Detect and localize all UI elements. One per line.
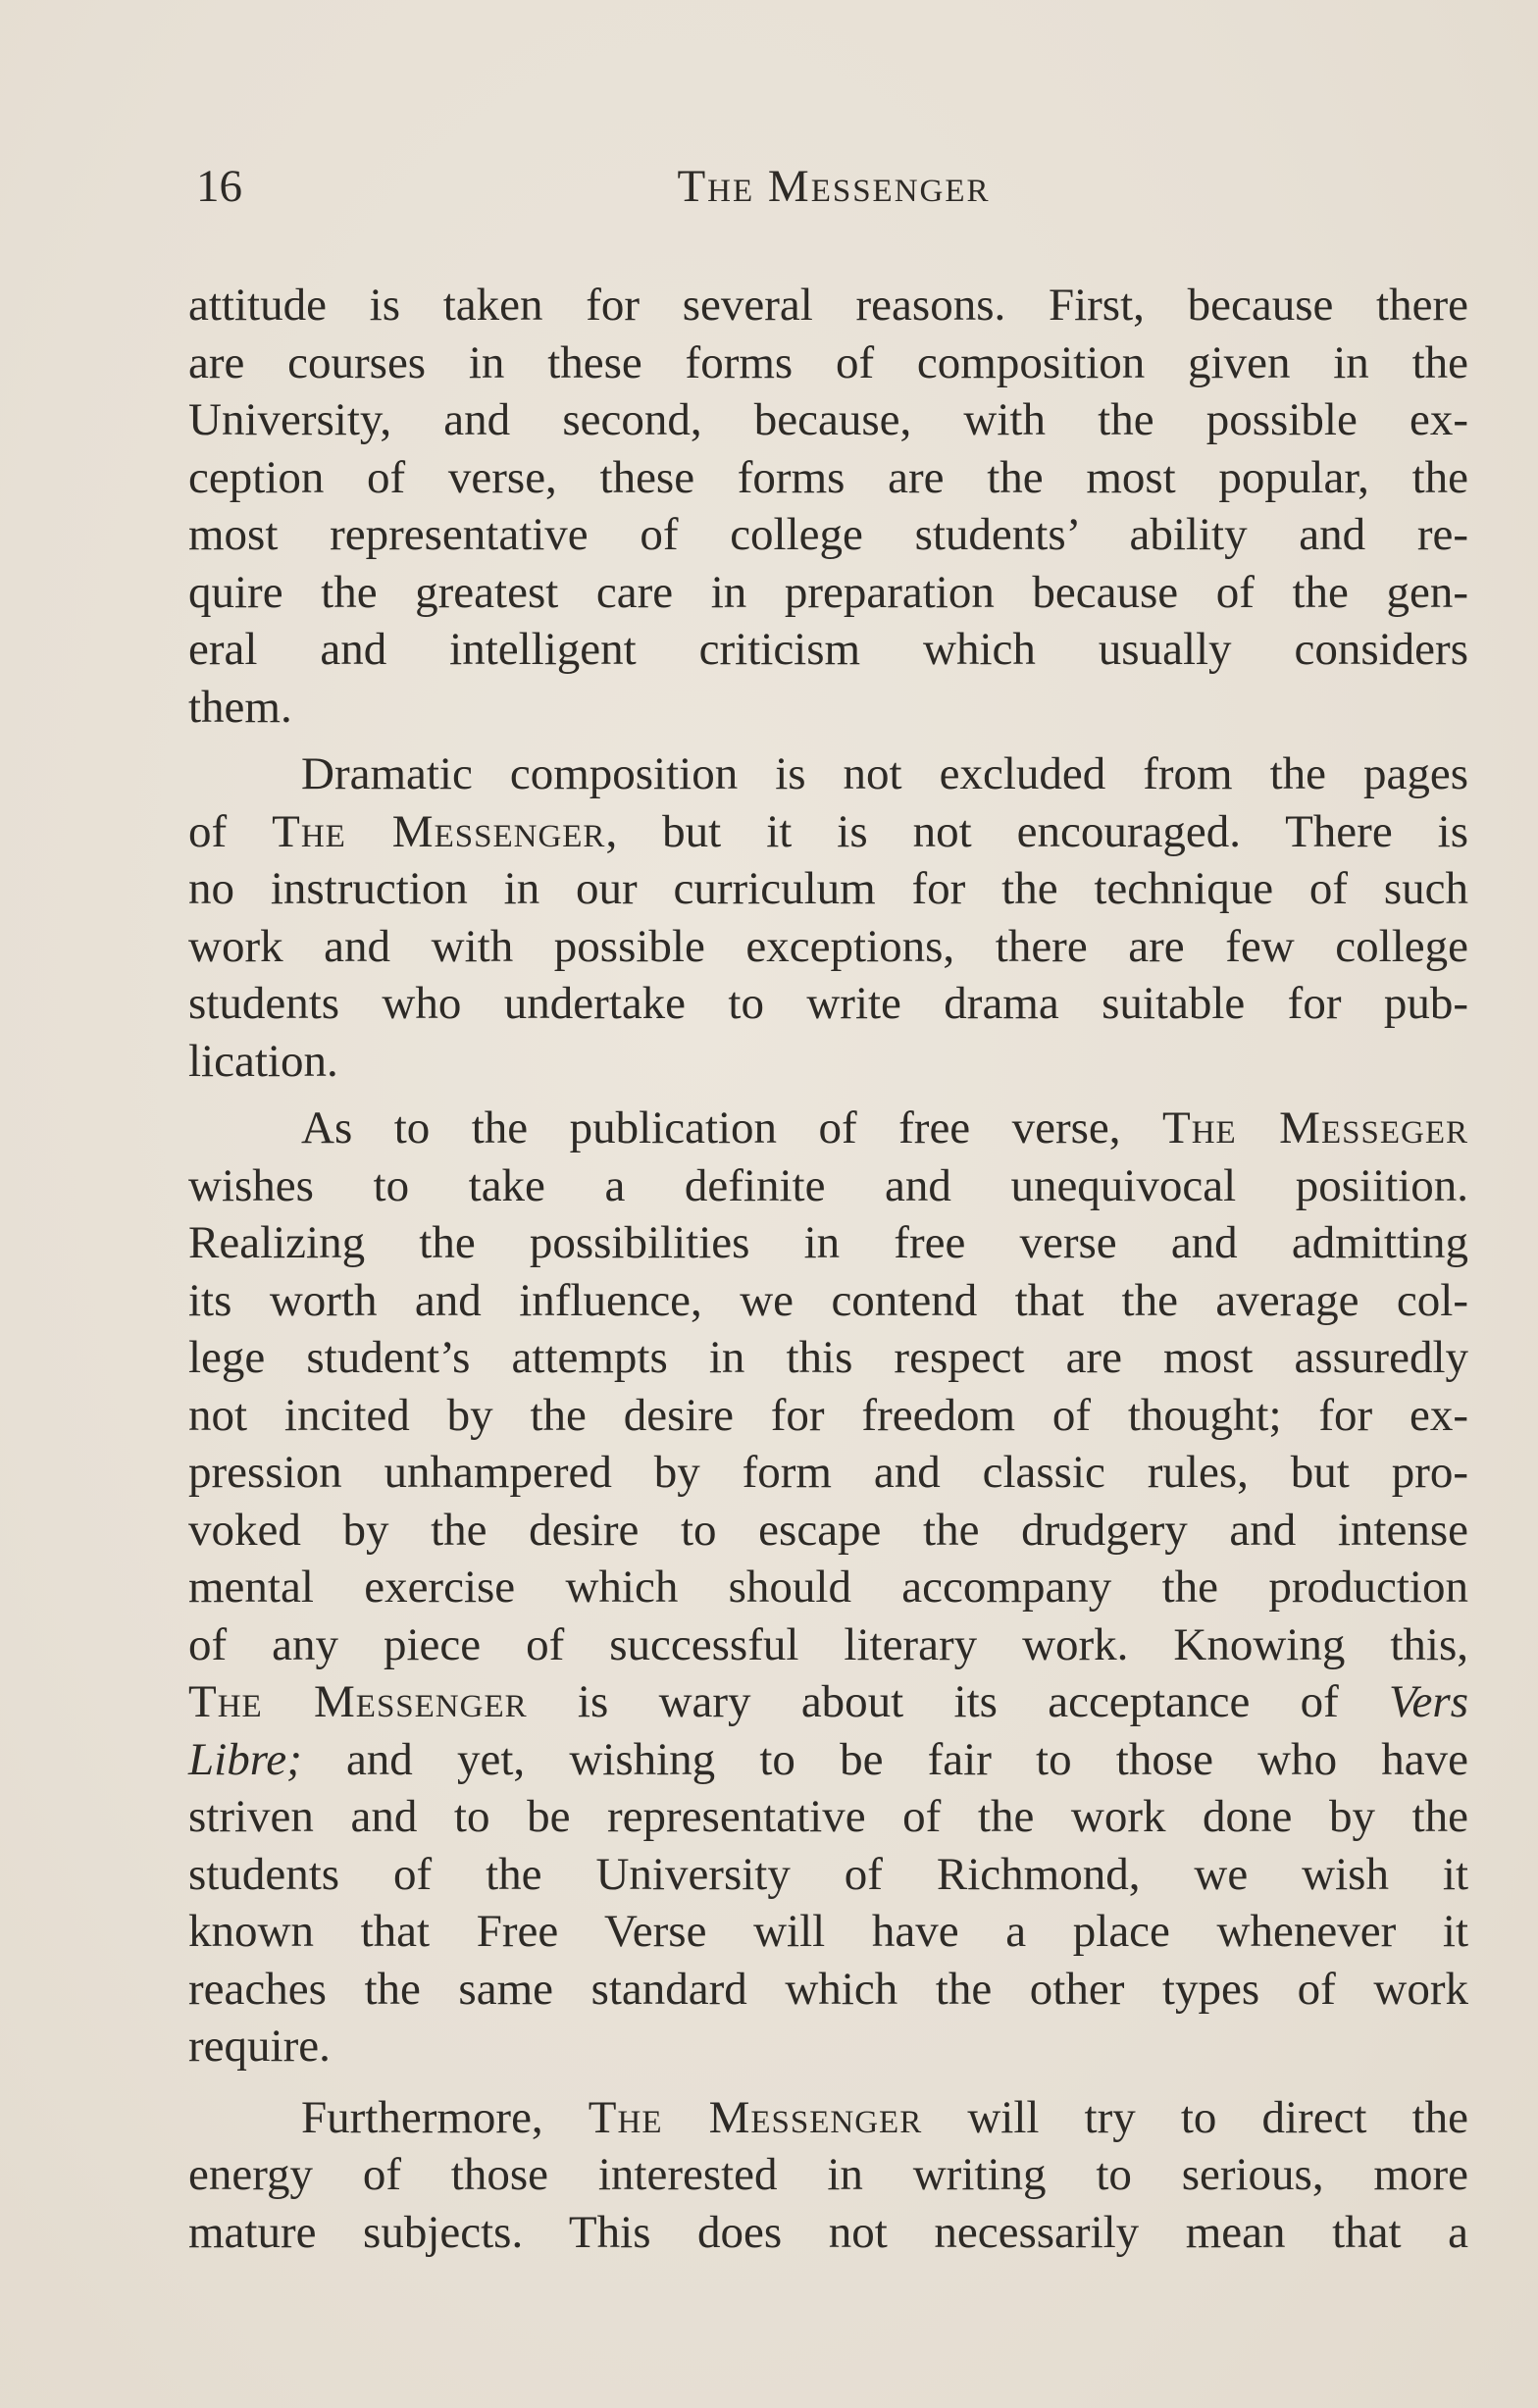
text-line: As to the publication of free verse, The Messeger bbox=[301, 1102, 1468, 1153]
text-line: students who undertake to write drama suitable for pub- bbox=[188, 978, 1468, 1029]
text-line: of any piece of successful literary work. Knowing this, bbox=[188, 1618, 1468, 1670]
text-line: energy of those interested in writing to serious, more bbox=[188, 2149, 1468, 2200]
text-line: pression unhampered by form and classic rules, but pro- bbox=[188, 1447, 1468, 1498]
text-line: eral and intelligent criticism which usually considers bbox=[188, 624, 1468, 675]
text-line: ception of verse, these forms are the most popular, the bbox=[188, 451, 1468, 503]
text-line: no instruction in our curriculum for the technique of such bbox=[188, 863, 1468, 914]
small-caps-title: The Messenger bbox=[188, 1676, 528, 1727]
text-line: not incited by the desire for freedom of thought; for ex- bbox=[188, 1389, 1468, 1441]
text-line: striven and to be representative of the work done by the bbox=[188, 1791, 1468, 1842]
text-line: its worth and influence, we contend that the average col- bbox=[188, 1274, 1468, 1326]
italic-text: Vers bbox=[1389, 1676, 1468, 1727]
text-line: mature subjects. This does not necessarily mean that a bbox=[188, 2206, 1468, 2258]
article-body bbox=[188, 277, 1468, 2261]
text-line: Furthermore, The Messenger will try to direct the bbox=[301, 2091, 1469, 2143]
text-line: attitude is taken for several reasons. First, because there bbox=[188, 280, 1468, 331]
text-line: University, and second, because, with the possible ex- bbox=[188, 394, 1468, 445]
small-caps-title: The Messenger bbox=[588, 2091, 923, 2143]
text-line: students of the University of Richmond, we wish it bbox=[188, 1848, 1468, 1900]
text-line: reaches the same standard which the other types of work bbox=[188, 1963, 1468, 2015]
text-line: are courses in these forms of composition given in the bbox=[188, 336, 1468, 388]
text-line: wishes to take a definite and unequivocal posiition. bbox=[188, 1159, 1468, 1211]
text-line: mental exercise which should accompany the production bbox=[188, 1562, 1468, 1613]
paragraph bbox=[188, 277, 1468, 736]
paragraph bbox=[188, 2089, 1468, 2262]
italic-text: Libre; bbox=[188, 1733, 302, 1785]
text-line: quire the greatest care in preparation because of the gen- bbox=[188, 566, 1468, 618]
paragraph bbox=[188, 1100, 1468, 2075]
paragraph bbox=[188, 745, 1468, 1090]
small-caps-title: The Messeger bbox=[1162, 1102, 1468, 1153]
text-line: lication. bbox=[188, 1035, 338, 1087]
text-line: work and with possible exceptions, there are few college bbox=[188, 920, 1468, 972]
text-line: require. bbox=[188, 2021, 331, 2072]
page-number: 16 bbox=[196, 161, 242, 212]
text-line: The Messenger is wary about its acceptance of Vers bbox=[188, 1676, 1468, 1727]
text-line: most representative of college students’ ability and re- bbox=[188, 509, 1468, 560]
text-line: them. bbox=[188, 681, 292, 733]
running-head bbox=[196, 157, 1471, 216]
text-line: lege student’s attempts in this respect are most assuredly bbox=[188, 1332, 1468, 1383]
text-line: voked by the desire to escape the drudgery and intense bbox=[188, 1504, 1468, 1556]
text-line: Dramatic composition is not excluded from the pages bbox=[301, 748, 1468, 799]
small-caps-title: The Messenger bbox=[272, 805, 606, 857]
text-line: Realizing the possibilities in free verse and admitting bbox=[188, 1217, 1468, 1268]
text-line: of The Messenger, but it is not encouraged. There is bbox=[188, 805, 1469, 857]
text-line: known that Free Verse will have a place whenever it bbox=[188, 1906, 1468, 1957]
journal-title: The Messenger bbox=[677, 161, 991, 212]
text-line: Libre; and yet, wishing to be fair to those who have bbox=[188, 1733, 1468, 1785]
